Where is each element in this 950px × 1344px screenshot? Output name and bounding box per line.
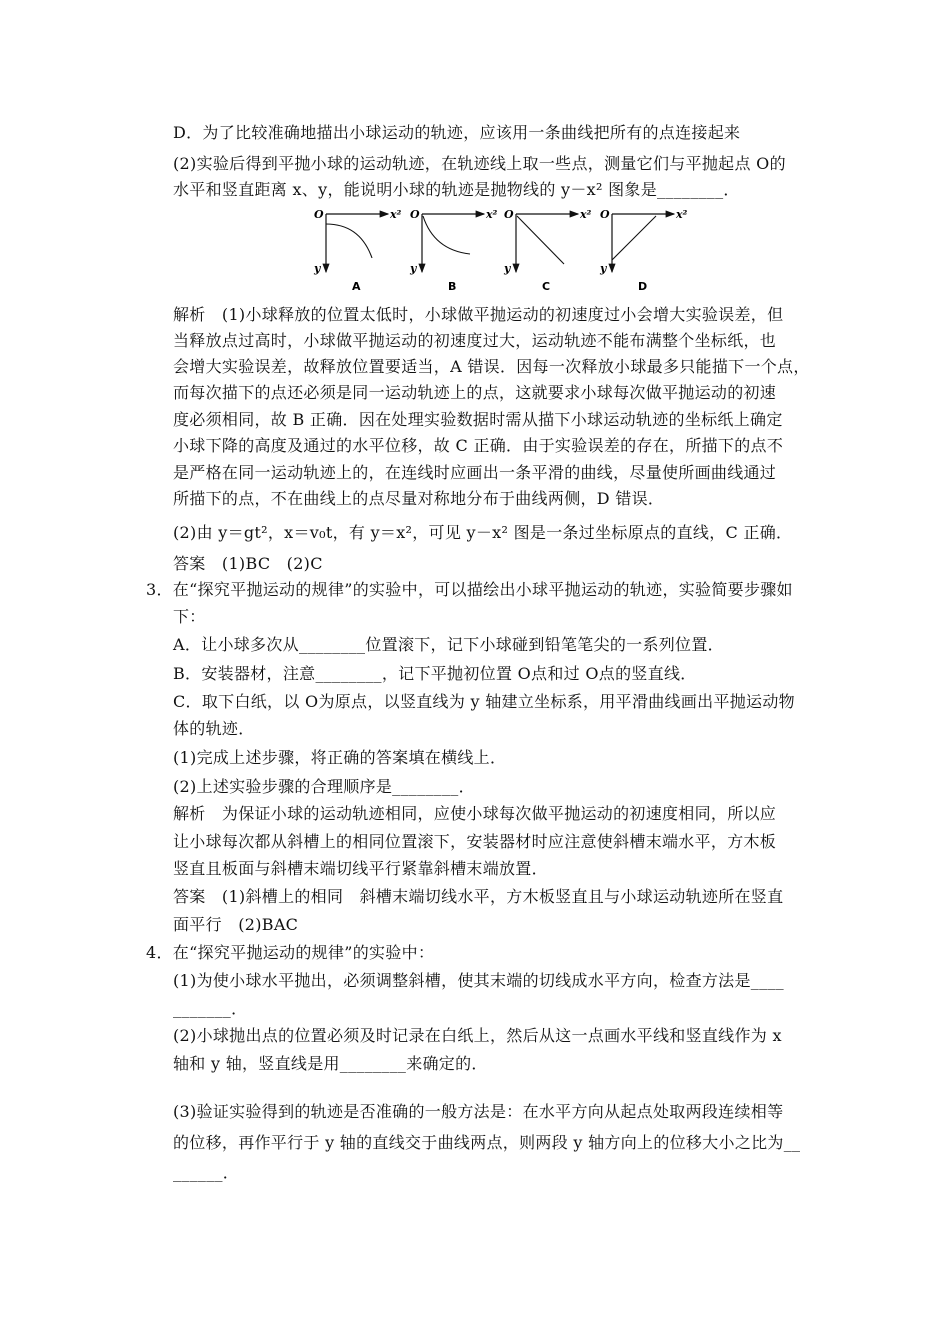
text-line: ______． [173, 1163, 240, 1182]
origin-label: O [600, 208, 610, 221]
y-axis-label: y [504, 262, 511, 275]
text-line: 轴和 y 轴，竖直线是用________来确定的． [173, 1054, 488, 1073]
text-line: 的位移，再作平行于 y 轴的直线交于曲线两点，则两段 y 轴方向上的位移大小之比为__ [173, 1133, 801, 1152]
text-line: 度必须相同，故 B 正确．因在处理实验数据时需从描下小球运动轨迹的坐标纸上确定 [173, 410, 783, 429]
graph-label: B [448, 280, 457, 293]
text-line: 解析 为保证小球的运动轨迹相同，应使小球每次做平抛运动的初速度相同，所以应 [173, 804, 777, 823]
origin-label: O [504, 208, 514, 221]
answer-line: 答案 (1)斜槽上的相同 斜槽末端切线水平，方木板竖直且与小球运动轨迹所在竖直 [173, 887, 784, 906]
graph-b [409, 208, 498, 293]
text-line: D．为了比较准确地描出小球运动的轨迹，应该用一条曲线把所有的点连接起来 [173, 123, 741, 142]
question-4-stem: 4．在“探究平抛运动的规律”的实验中： [146, 943, 435, 962]
sub-question: (1)为使小球水平抛出，必须调整斜槽，使其末端的切线成水平方向，检查方法是____ [173, 971, 784, 990]
x-axis-label: x² [580, 208, 592, 221]
text-line: 水平和竖直距离 x、y，能说明小球的轨迹是抛物线的 y－x² 图象是________． [173, 180, 740, 199]
text-line: 竖直且板面与斜槽末端切线平行紧靠斜槽末端放置． [173, 859, 548, 878]
text-line: 体的轨迹． [173, 719, 255, 738]
text-line: _______． [173, 999, 248, 1018]
graph-options-svg [310, 202, 700, 294]
text-line: 下： [173, 607, 206, 626]
graph-a [313, 208, 402, 293]
curve-a [326, 224, 372, 258]
sub-question: (3)验证实验得到的轨迹是否准确的一般方法是：在水平方向从起点处取两段连续相等 [173, 1102, 784, 1121]
graph-d [599, 208, 688, 293]
text-line: 当释放点过高时，小球做平抛运动的初速度过大，运动轨迹不能布满整个坐标纸，也 [173, 331, 777, 350]
text-line: 小球下降的高度及通过的水平位移，故 C 正确．由于实验误差的存在，所描下的点不 [173, 436, 784, 455]
y-axis-label: y [410, 262, 417, 275]
graph-label: C [542, 280, 551, 293]
step-c: C．取下白纸，以 O为原点，以竖直线为 y 轴建立坐标系，用平滑曲线画出平抛运动物 [173, 692, 795, 711]
x-axis-label: x² [486, 208, 498, 221]
text-line: 会增大实验误差，故释放位置要适当，A 错误．因每一次释放小球最多只能描下一个点， [173, 357, 810, 376]
graph-figure [310, 202, 700, 294]
sub-question: (2)上述实验步骤的合理顺序是________． [173, 777, 475, 796]
text-line: (2)由 y＝gt²，x＝v₀t，有 y＝x²，可见 y－x² 图是一条过坐标原点的直线，C 正确． [173, 523, 793, 542]
answer-line: 答案 (1)BC (2)C [173, 554, 323, 573]
step-b: B．安装器材，注意________，记下平抛初位置 O点和过 O点的竖直线． [173, 664, 697, 683]
text-line: 让小球每次都从斜槽上的相同位置滚下，安装器材时应注意使斜槽末端水平，方木板 [173, 832, 777, 851]
y-axis-label: y [314, 262, 321, 275]
x-axis-label: x² [390, 208, 402, 221]
curve-d [612, 216, 656, 260]
graph-c [503, 208, 592, 293]
text-line: 是严格在同一运动轨迹上的，在连线时应画出一条平滑的曲线，尽量使所画曲线通过 [173, 463, 777, 482]
text-line: 而每次描下的点还必须是同一运动轨迹上的点，这就要求小球每次做平抛运动的初速 [173, 383, 777, 402]
question-3-stem: 3．在“探究平抛运动的规律”的实验中，可以描绘出小球平抛运动的轨迹，实验简要步骤如 [146, 580, 793, 599]
step-a: A．让小球多次从________位置滚下，记下小球碰到铅笔笔尖的一系列位置． [173, 635, 724, 654]
text-line: 面平行 (2)BAC [173, 915, 299, 934]
origin-label: O [314, 208, 324, 221]
y-axis-label: y [600, 262, 607, 275]
text-line: (2)实验后得到平抛小球的运动轨迹，在轨迹线上取一些点，测量它们与平抛起点 O的 [173, 154, 786, 173]
sub-question: (1)完成上述步骤，将正确的答案填在横线上． [173, 748, 507, 767]
graph-label: A [352, 280, 361, 293]
text-line: 解析 (1)小球释放的位置太低时，小球做平抛运动的初速度过小会增大实验误差，但 [173, 305, 784, 324]
curve-c [517, 216, 564, 264]
graph-label: D [638, 280, 648, 293]
curve-b [423, 216, 470, 254]
x-axis-label: x² [676, 208, 688, 221]
sub-question: (2)小球抛出点的位置必须及时记录在白纸上，然后从这一点画水平线和竖直线作为 x [173, 1026, 782, 1045]
origin-label: O [410, 208, 420, 221]
text-line: 所描下的点，不在曲线上的点尽量对称地分布于曲线两侧，D 错误． [173, 489, 665, 508]
